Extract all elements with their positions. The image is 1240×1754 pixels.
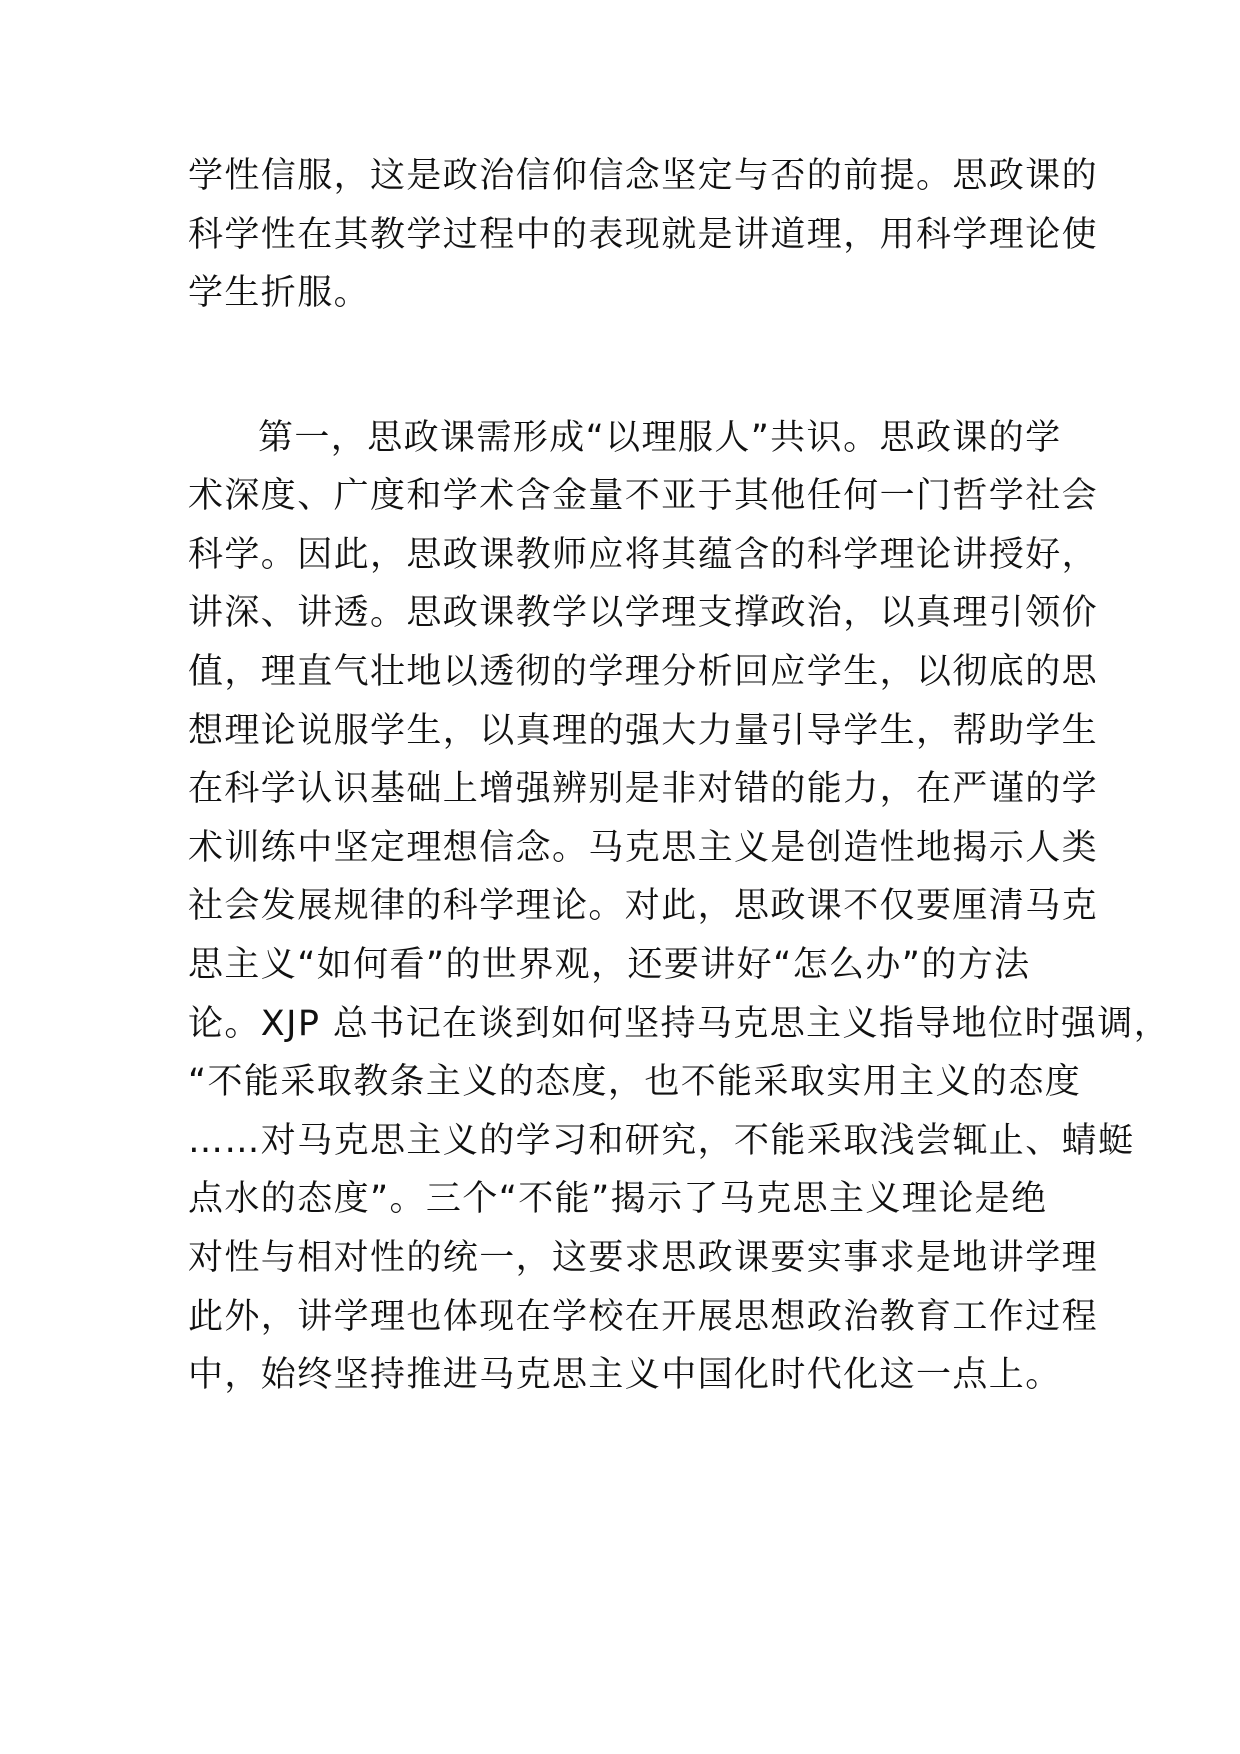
text-line: 学性信服，这是政治信仰信念坚定与否的前提。思政课的 bbox=[188, 156, 1099, 196]
text-line: 第一，思政课需形成“以理服人”共识。思政课的学 bbox=[258, 418, 1062, 458]
text-line: 科学。因此，思政课教师应将其蕴含的科学理论讲授好， bbox=[188, 535, 1099, 575]
text-line: 术训练中坚定理想信念。马克思主义是创造性地揭示人类 bbox=[188, 828, 1099, 868]
text-line: 讲深、讲透。思政课教学以学理支撑政治，以真理引领价 bbox=[188, 593, 1099, 633]
text-line: 论。XJP 总书记在谈到如何坚持马克思主义指导地位时强调， bbox=[188, 1004, 1171, 1044]
text-line: 学生折服。 bbox=[188, 273, 371, 313]
text-line: 思主义“如何看”的世界观，还要讲好“怎么办”的方法 bbox=[188, 945, 1031, 985]
text-line: 此外，讲学理也体现在学校在开展思想政治教育工作过程 bbox=[188, 1297, 1099, 1337]
text-line: 中，始终坚持推进马克思主义中国化时代化这一点上。 bbox=[188, 1355, 1062, 1395]
text-line: 值，理直气壮地以透彻的学理分析回应学生，以彻底的思 bbox=[188, 652, 1099, 692]
text-line: 对性与相对性的统一，这要求思政课要实事求是地讲学理 bbox=[188, 1238, 1099, 1278]
text-line: 社会发展规律的科学理论。对此，思政课不仅要厘清马克 bbox=[188, 886, 1099, 926]
text-line: 想理论说服学生，以真理的强大力量引导学生，帮助学生 bbox=[188, 711, 1099, 751]
text-line: 科学性在其教学过程中的表现就是讲道理，用科学理论使 bbox=[188, 215, 1099, 255]
text-line: ……对马克思主义的学习和研究，不能采取浅尝辄止、蜻蜓 bbox=[188, 1121, 1135, 1161]
text-line: 在科学认识基础上增强辨别是非对错的能力，在严谨的学 bbox=[188, 769, 1099, 809]
text-line: 术深度、广度和学术含金量不亚于其他任何一门哲学社会 bbox=[188, 476, 1099, 516]
text-line: “不能采取教条主义的态度，也不能采取实用主义的态度 bbox=[188, 1062, 1082, 1102]
text-line: 点水的态度”。三个“不能”揭示了马克思主义理论是绝 bbox=[188, 1179, 1048, 1219]
